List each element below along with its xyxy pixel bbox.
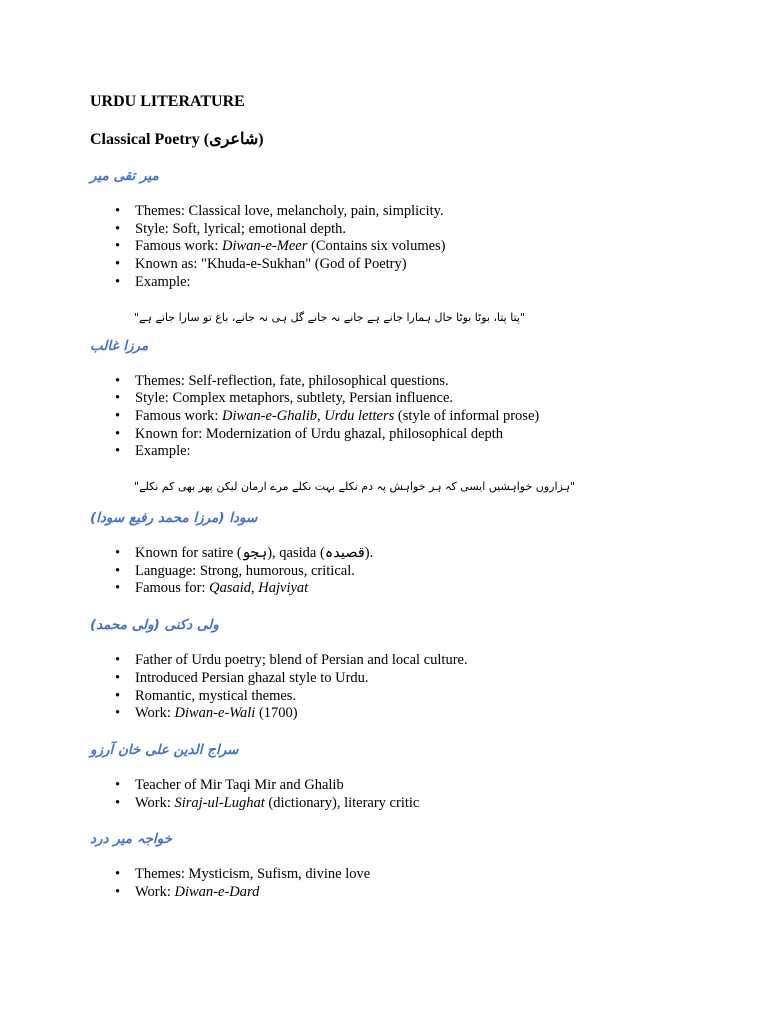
- list-item: • Work: Diwan-e-Wali (1700): [135, 705, 700, 723]
- work-title: Diwan-e-Dard: [174, 884, 260, 901]
- list-item: • Romantic, mystical themes.: [135, 688, 700, 706]
- work-title: Qasaid: [209, 580, 252, 597]
- poet-heading-arzu: سراج الدین علی خان آرزو: [90, 741, 239, 758]
- list-item: • Work: Siraj-ul-Lughat (dictionary), literary critic: [135, 795, 700, 813]
- work-title: Diwan-e-Meer: [222, 238, 308, 255]
- list-item: • Example:: [135, 274, 700, 292]
- list-item: • Famous work: Diwan-e-Ghalib, Urdu letters (style of informal prose): [135, 408, 700, 426]
- work-title: Diwan-e-Ghalib: [222, 407, 318, 424]
- verse-example: "ہزاروں خواہشیں ایسی کہ ہر خواہش پہ دم نکلے بہت نکلے مرے ارمان لیکن پھر بھی کم نکلے": [134, 480, 576, 494]
- poet-heading-sauda: سودا (مرزا محمد رفیع سودا): [90, 510, 258, 527]
- poet-details-list: [90, 866, 700, 901]
- poet-heading-mir: میر تقی میر: [90, 168, 159, 184]
- list-item: • Work: Diwan-e-Dard: [135, 884, 700, 902]
- poet-details-list: [90, 373, 700, 462]
- poet-heading-ghalib: مرزا غالب: [90, 337, 149, 354]
- work-title: Urdu letters: [324, 407, 395, 424]
- list-item: • Style: Soft, lyrical; emotional depth.: [135, 221, 700, 239]
- poet-details-list: [90, 203, 700, 292]
- document-title: URDU LITERATURE: [90, 93, 245, 110]
- poet-details-list: [90, 545, 700, 598]
- list-item: • Themes: Self-reflection, fate, philosophical questions.: [135, 373, 700, 391]
- poet-heading-dard: خواجہ میر درد: [90, 831, 173, 848]
- list-item: • Known for: Modernization of Urdu ghazal, philosophical depth: [135, 426, 700, 444]
- list-item: • Style: Complex metaphors, subtlety, Persian influence.: [135, 390, 700, 408]
- list-item: • Themes: Mysticism, Sufism, divine love: [135, 866, 700, 884]
- poet-heading-wali: ولی دکنی (ولی محمد): [90, 617, 219, 634]
- work-title: Siraj-ul-Lughat: [174, 794, 265, 811]
- list-item: • Known for satire (ہجو), qasida (قصیدہ).: [135, 545, 700, 563]
- list-item: • Language: Strong, humorous, critical.: [135, 563, 700, 581]
- list-item: • Known as: "Khuda-e-Sukhan" (God of Poetry): [135, 256, 700, 274]
- document-page: [90, 92, 700, 902]
- list-item: • Teacher of Mir Taqi Mir and Ghalib: [135, 777, 700, 795]
- list-item: • Father of Urdu poetry; blend of Persian and local culture.: [135, 652, 700, 670]
- poet-details-list: [90, 777, 700, 812]
- list-item: • Famous for: Qasaid, Hajviyat: [135, 580, 700, 598]
- poet-details-list: [90, 652, 700, 723]
- work-title: Diwan-e-Wali: [174, 705, 256, 722]
- section-title: Classical Poetry (شاعری): [90, 131, 264, 148]
- verse-example: "پتا پتا، بوٹا بوٹا حال ہمارا جانے ہے جانے نہ جانے گل ہی نہ جانے، باغ تو سارا جانے ہے": [134, 310, 526, 324]
- work-title: Hajviyat: [258, 580, 309, 597]
- list-item: • Themes: Classical love, melancholy, pain, simplicity.: [135, 203, 700, 221]
- list-item: • Famous work: Diwan-e-Meer (Contains six volumes): [135, 238, 700, 256]
- list-item: • Introduced Persian ghazal style to Urdu.: [135, 670, 700, 688]
- list-item: • Example:: [135, 443, 700, 461]
